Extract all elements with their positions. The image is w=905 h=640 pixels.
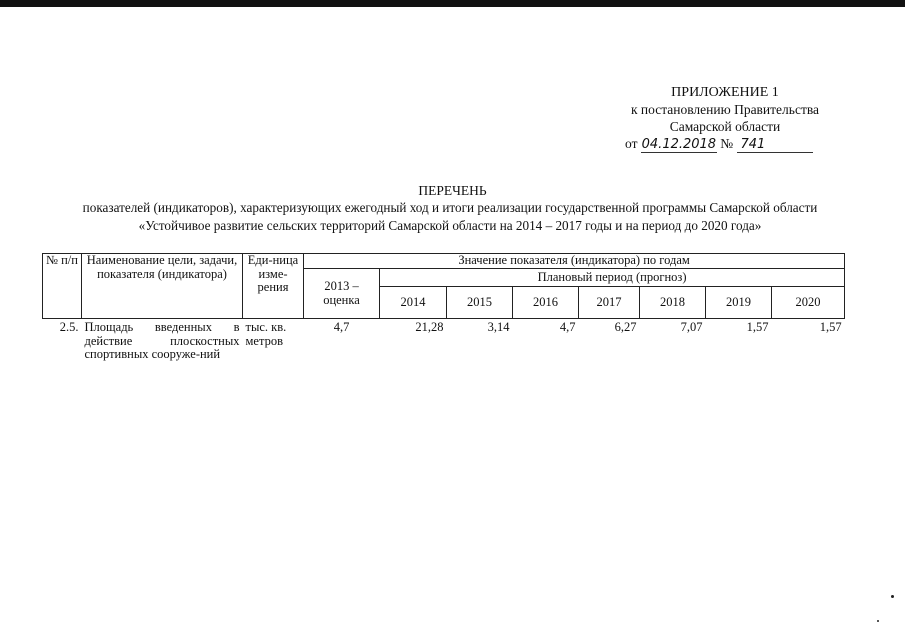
appendix-line-region: Самарской области — [669, 119, 781, 134]
scan-speck — [877, 620, 879, 622]
document-subtitle: показателей (индикаторов), характеризующих ежегодный ход и итоги реализации государственной программы Самарской области «Устойчивое развитие сельских территорий Самарской области на 2014 – 2017 годы и на период до 2020 года» — [82, 200, 818, 233]
from-label: от — [625, 136, 638, 151]
header-planned-group: Плановый период (прогноз) — [380, 269, 845, 287]
header-year: 2018 — [640, 287, 706, 319]
number-label: № — [720, 136, 734, 151]
row-value: 21,28 — [415, 320, 444, 334]
header-year: 2020 — [772, 287, 845, 319]
row-value: 4,7 — [559, 320, 576, 334]
document-title: ПЕРЕЧЕНЬ — [418, 183, 487, 198]
row-value: 7,07 — [680, 320, 703, 334]
header-unit: Еди-ница изме-рения — [243, 254, 304, 319]
header-year: 2014 — [380, 287, 447, 319]
scan-top-border — [0, 0, 905, 7]
row-number: 2.5. — [59, 320, 79, 334]
header-name: Наименование цели, задачи, показателя (индикатора) — [82, 254, 243, 319]
indicators-table — [42, 253, 845, 362]
row-value: 1,57 — [819, 320, 842, 334]
header-year: 2015 — [447, 287, 513, 319]
row-unit: тыс. кв. метров — [245, 320, 287, 348]
header-year: 2019 — [706, 287, 772, 319]
handwritten-number: 741 — [737, 138, 813, 153]
appendix-date-number-line — [625, 136, 813, 153]
header-values-group: Значение показателя (индикатора) по годам — [304, 254, 845, 269]
row-value: 1,57 — [746, 320, 769, 334]
row-value: 3,14 — [487, 320, 510, 334]
appendix-block — [600, 84, 850, 135]
appendix-heading: ПРИЛОЖЕНИЕ 1 — [671, 85, 779, 100]
row-name: Площадь введенных в действие плоскостных спортивных сооруже-ний — [84, 320, 240, 361]
header-number: № п/п — [43, 254, 82, 319]
header-year: 2017 — [579, 287, 640, 319]
scan-speck — [891, 595, 894, 598]
header-year: 2016 — [513, 287, 579, 319]
header-baseline: 2013 – оценка — [304, 269, 380, 319]
table-row — [43, 319, 845, 362]
row-baseline-value: 4,7 — [333, 320, 350, 334]
row-value: 6,27 — [614, 320, 637, 334]
appendix-line-resolution: к постановлению Правительства — [630, 102, 820, 117]
handwritten-date: 04.12.2018 — [641, 137, 717, 152]
